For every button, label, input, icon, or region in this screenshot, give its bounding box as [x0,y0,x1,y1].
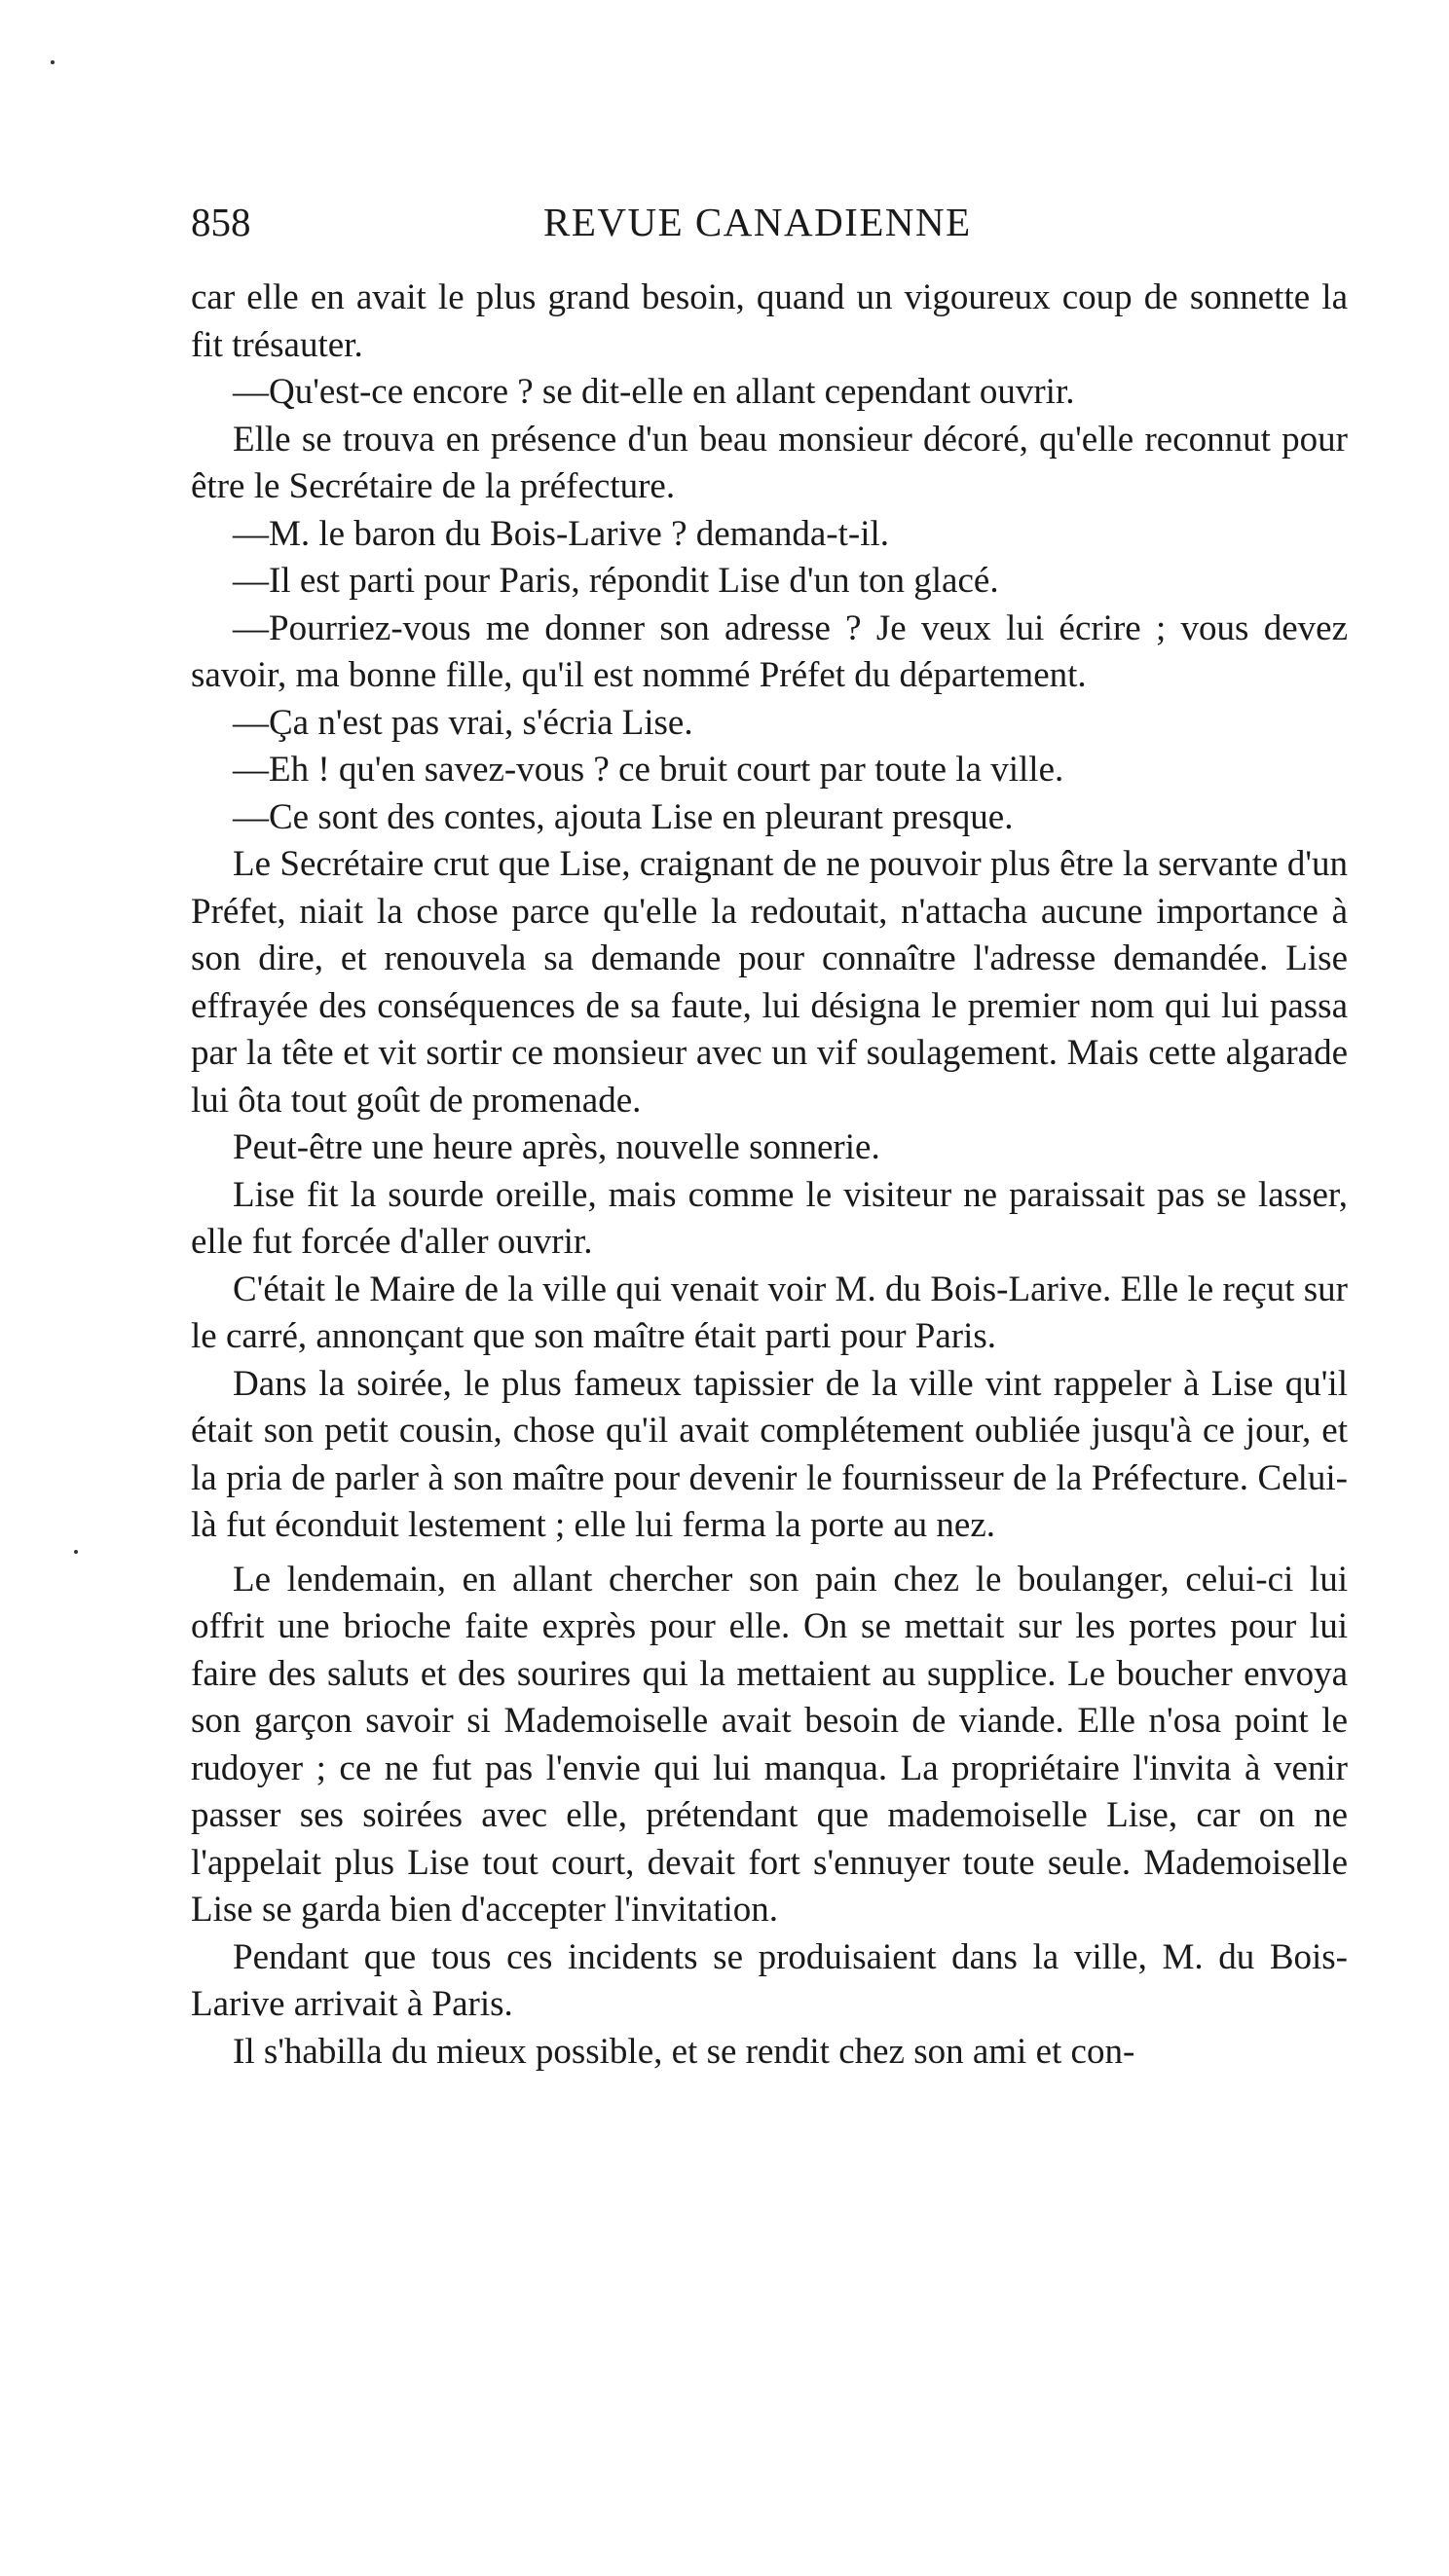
paragraph: —Ce sont des contes, ajouta Lise en pleurant presque. [233,796,1014,837]
page-number: 858 [191,200,251,244]
paragraph: Il s'habilla du mieux possible, et se rendit chez son ami et con- [233,2031,1135,2072]
paragraph: Lise fit la sourde oreille, mais comme le visiteur ne paraissait pas se lasser, elle fut forcée d'aller ouvrir. [191,1174,1348,1262]
body-text [191,275,1348,2076]
scan-speck [74,1550,78,1554]
paragraph: car elle en avait le plus grand besoin, quand un vigoureux coup de sonnette la fit trésauter. [191,277,1348,365]
running-title: REVUE CANADIENNE [543,200,972,244]
paragraph: —Qu'est-ce encore ? se dit-elle en allant cependant ouvrir. [233,372,1075,412]
paragraph: Elle se trouva en présence d'un beau monsieur décoré, qu'elle reconnut pour être le Secrétaire de la préfecture. [191,419,1348,506]
paragraph: —Il est parti pour Paris, répondit Lise d'un ton glacé. [233,561,999,601]
paragraph: —Ça n'est pas vrai, s'écria Lise. [233,702,693,743]
paragraph: Dans la soirée, le plus fameux tapissier de la ville vint rappeler à Lise qu'il était son petit cousin, chose qu'il avait complétement oubliée jusqu'à ce jour, et la pria de parler à son maître pour devenir le fournisseur de la Préfecture. Celui-là fut éconduit lestement ; elle lui ferma la porte au nez. [191,1363,1348,1545]
paragraph: —Pourriez-vous me donner son adresse ? Je veux lui écrire ; vous devez savoir, ma bonne fille, qu'il est nommé Préfet du département. [191,607,1348,695]
paragraph: —M. le baron du Bois-Larive ? demanda-t-il. [233,513,890,554]
paragraph: C'était le Maire de la ville qui venait voir M. du Bois-Larive. Elle le reçut sur le carré, annonçant que son maître était parti pour Paris. [191,1269,1348,1356]
paragraph: Le lendemain, en allant chercher son pain chez le boulanger, celui-ci lui offrit une brioche faite exprès pour elle. On se mettait sur les portes pour lui faire des saluts et des sourires qui la mettaient au supplice. Le boucher envoya son garçon savoir si Mademoiselle avait besoin de viande. Elle n'osa point le rudoyer ; ce ne fut pas l'envie qui lui manqua. La propriétaire l'invita à venir passer ses soirées avec elle, prétendant que mademoiselle Lise, car on ne l'appelait plus Lise tout court, devait fort s'ennuyer toute seule. Mademoiselle Lise se garda bien d'accepter l'invitation. [191,1559,1348,1930]
paragraph: Le Secrétaire crut que Lise, craignant de ne pouvoir plus être la servante d'un Préfet, niait la chose parce qu'elle la redoutait, n'attacha aucune importance à son dire, et renouvela sa demande pour connaître l'adresse demandée. Lise effrayée des conséquences de sa faute, lui désigna le premier nom qui lui passa par la tête et vit sortir ce monsieur avec un vif soulagement. Mais cette algarade lui ôta tout goût de promenade. [191,844,1348,1121]
paragraph: Peut-être une heure après, nouvelle sonnerie. [233,1127,880,1167]
paragraph: Pendant que tous ces incidents se produisaient dans la ville, M. du Bois-Larive arrivait à Paris. [191,1936,1348,2024]
paragraph: —Eh ! qu'en savez-vous ? ce bruit court par toute la ville. [233,750,1064,790]
scan-speck [51,60,55,64]
page-header [191,193,1348,251]
